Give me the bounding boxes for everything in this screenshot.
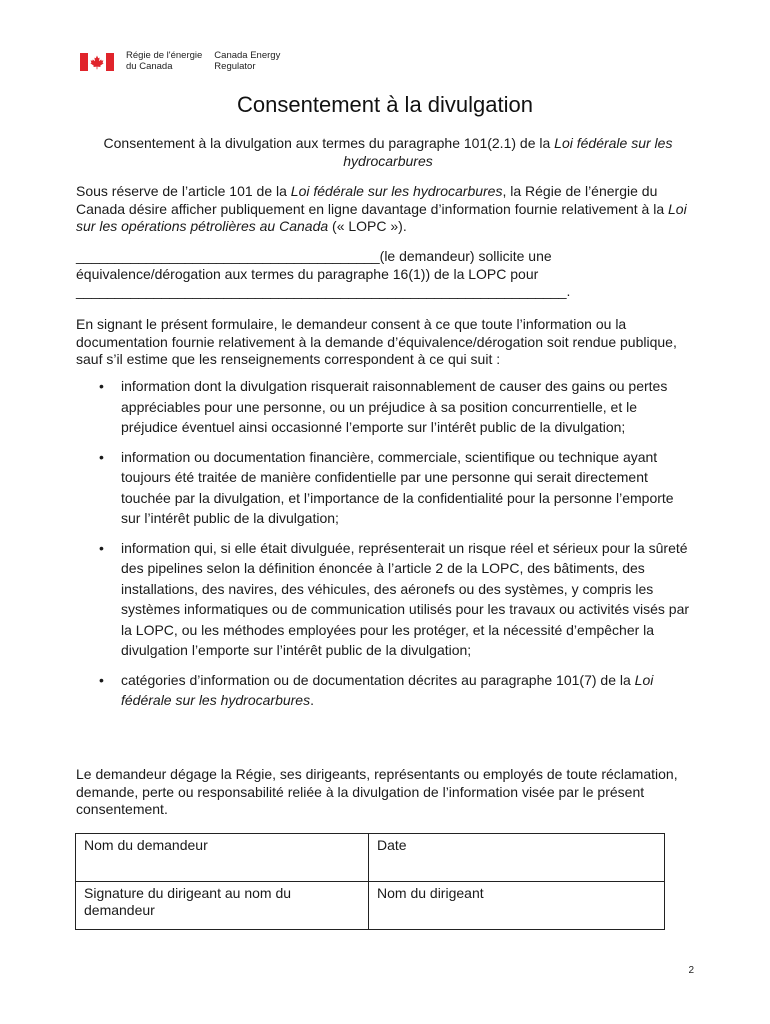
applicant-line-3: _______________________________________________________________. — [76, 283, 571, 299]
intro-text-e: (« LOPC »). — [328, 218, 407, 234]
consent-paragraph: En signant le présent formulaire, le demandeur consent à ce que toute l’information ou la documentation fournie relativement à la demande d’équivalence/dérogation soit rendue publique, sauf s’il estime que les renseignements correspondent à ce qui suit : — [76, 316, 677, 367]
exceptions-list — [76, 376, 696, 711]
release-paragraph: Le demandeur dégage la Régie, ses dirigeants, représentants ou employés de toute réclamation, demande, perte ou responsabilité reliée à la divulgation de l’information visée par le présent consentement. — [76, 766, 678, 817]
subtitle — [90, 134, 686, 170]
date-field[interactable]: Date — [369, 834, 665, 882]
intro-law-name: Loi fédérale sur les hydrocarbures — [290, 183, 503, 199]
page-title: Consentement à la divulgation — [237, 92, 533, 117]
agency-name-fr: Régie de l'énergie du Canada — [126, 50, 203, 72]
bullet4-law-name: Loi fédérale sur les hydrocarbures — [121, 671, 654, 708]
officer-name-field[interactable]: Nom du dirigeant — [369, 882, 665, 930]
canada-flag-icon — [80, 53, 114, 71]
bullet4-text-c: . — [310, 692, 314, 708]
intro-text-c: , la Régie de l’énergie du Canada désire afficher publiquement en ligne davantage d’information fournie relativement à la — [76, 183, 669, 217]
bullet4-text-a: catégories d’information ou de documentation décrites au paragraphe 101(7) de la — [121, 671, 635, 688]
list-item: • information ou documentation financière, commerciale, scientifique ou technique ayant toujours été traitée de manière confidentielle par une personne qui serait directement touchée par la divulgation, et l’importance de la confidentialité pour la personne l’emporte sur l’intérêt public de la divulgation; — [76, 447, 696, 529]
subtitle-text: Consentement à la divulgation aux termes du paragraphe 101(2.1) de la — [103, 135, 555, 151]
intro-text-a: Sous réserve de l’article 101 de la — [76, 183, 291, 199]
officer-signature-field[interactable]: Signature du dirigeant au nom du demandeur — [76, 882, 369, 930]
page-number: 2 — [688, 965, 694, 976]
list-item: • information qui, si elle était divulguée, représenterait un risque réel et sérieux pour la sûreté des pipelines selon la définition énoncée à l’article 2 de la LOPC, des bâtiments, des installations, des navires, des véhicules, des aéronefs ou des systèmes, y compris les systèmes informatiques ou de communication utilisés pour les travaux ou activités visés par la LOPC, ou les méthodes employées pour les protéger, et la nécessité d’empêcher la divulgation l’emporte sur l’intérêt public de la divulgation; — [76, 538, 696, 661]
applicant-name-field[interactable]: Nom du demandeur — [76, 834, 369, 882]
agency-name-en: Canada Energy Regulator — [214, 50, 281, 72]
applicant-line-1: _______________________________________(le demandeur) sollicite une — [76, 248, 552, 264]
agency-header — [80, 51, 280, 77]
applicant-paragraph — [76, 248, 696, 301]
intro-act-name: Loi sur les opérations pétrolières au Canada — [76, 200, 687, 234]
list-item — [76, 670, 696, 711]
signature-table — [75, 833, 665, 930]
subtitle-law-name: Loi fédérale sur les hydrocarbures — [343, 135, 673, 169]
intro-paragraph — [76, 183, 696, 236]
applicant-line-2: équivalence/dérogation aux termes du paragraphe 16(1)) de la LOPC pour — [76, 265, 539, 282]
list-item: • information dont la divulgation risquerait raisonnablement de causer des gains ou pertes appréciables pour une personne, ou un préjudice à sa position concurrentielle, et le préjudice éventuel ainsi occasionné l’emporte sur l’intérêt public de la divulgation; — [76, 376, 696, 438]
